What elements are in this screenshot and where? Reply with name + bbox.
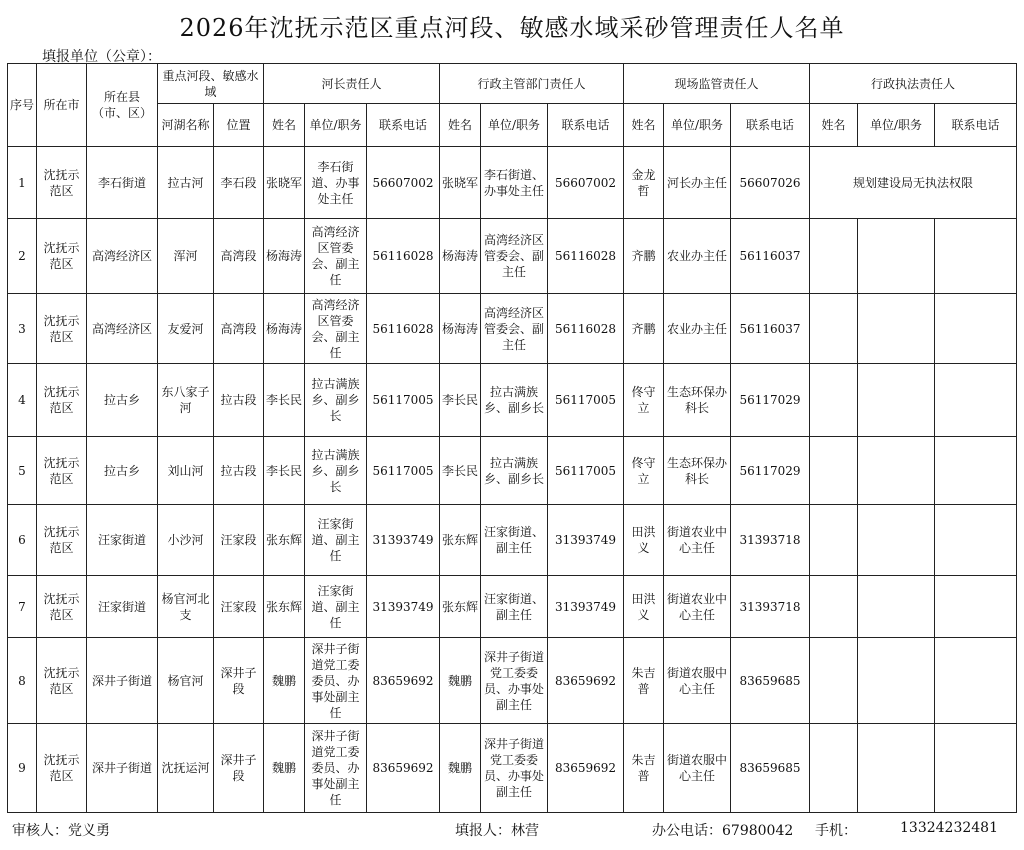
cell-site-name: 朱吉普 [624,724,664,813]
cell-admin-name: 魏鹏 [440,638,481,724]
cell-admin-phone: 56116028 [548,219,624,294]
cell-site-name: 佟守立 [624,364,664,437]
cell-enforcement-unit [858,505,935,576]
cell-site-name: 田洪义 [624,505,664,576]
cell-seq: 7 [8,576,37,638]
header-admin-unit: 单位/职务 [481,104,548,147]
header-seq: 序号 [8,64,37,147]
table-row [8,437,1017,505]
cell-position: 汪家段 [214,576,264,638]
cell-city: 沈抚示范区 [37,219,87,294]
header-position: 位置 [214,104,264,147]
cell-city: 沈抚示范区 [37,576,87,638]
cell-admin-name: 李长民 [440,364,481,437]
cell-site-unit: 街道农业中心主任 [664,505,731,576]
cell-river-name: 杨官河北支 [158,576,214,638]
cell-site-phone: 31393718 [731,505,810,576]
cell-admin-unit: 高湾经济区管委会、副主任 [481,219,548,294]
cell-enforcement-unit [858,437,935,505]
cell-site-phone: 83659685 [731,724,810,813]
header-chief-name: 姓名 [264,104,305,147]
cell-seq: 5 [8,437,37,505]
header-admin-name: 姓名 [440,104,481,147]
cell-river-name: 拉古河 [158,147,214,219]
cell-city: 沈抚示范区 [37,147,87,219]
header-group-chief: 河长责任人 [264,64,440,104]
cell-enforcement-phone [935,294,1017,364]
table-row [8,638,1017,724]
cell-enforcement-unit [858,364,935,437]
cell-admin-phone: 56117005 [548,437,624,505]
table-row [8,724,1017,813]
cell-admin-name: 魏鹏 [440,724,481,813]
cell-enforcement-phone [935,724,1017,813]
cell-chief-phone: 83659692 [367,724,440,813]
cell-site-phone: 56117029 [731,364,810,437]
header-city: 所在市 [37,64,87,147]
cell-admin-unit: 拉古满族乡、副乡长 [481,437,548,505]
cell-position: 高湾段 [214,294,264,364]
cell-chief-name: 张东辉 [264,505,305,576]
cell-city: 沈抚示范区 [37,638,87,724]
cell-admin-phone: 83659692 [548,724,624,813]
header-group-enforcement: 行政执法责任人 [810,64,1017,104]
cell-chief-unit: 汪家街道、副主任 [305,505,367,576]
cell-city: 沈抚示范区 [37,294,87,364]
cell-site-unit: 河长办主任 [664,147,731,219]
cell-chief-name: 杨海涛 [264,219,305,294]
cell-seq: 4 [8,364,37,437]
cell-site-unit: 街道农服中心主任 [664,638,731,724]
cell-admin-unit: 深井子街道党工委委员、办事处副主任 [481,724,548,813]
cell-seq: 1 [8,147,37,219]
table-row [8,364,1017,437]
cell-river-name: 浑河 [158,219,214,294]
cell-river-name: 东八家子河 [158,364,214,437]
cell-enforcement-name [810,219,858,294]
cell-enforcement-phone [935,364,1017,437]
cell-site-name: 田洪义 [624,576,664,638]
cell-site-phone: 56117029 [731,437,810,505]
cell-site-unit: 生态环保办科长 [664,364,731,437]
header-chief-unit: 单位/职务 [305,104,367,147]
cell-site-unit: 生态环保办科长 [664,437,731,505]
reporting-unit-label: 填报单位（公章）： [42,49,161,65]
cell-chief-phone: 31393749 [367,576,440,638]
cell-chief-phone: 56117005 [367,364,440,437]
cell-county: 高湾经济区 [87,294,158,364]
cell-chief-name: 杨海涛 [264,294,305,364]
cell-river-name: 沈抚运河 [158,724,214,813]
table-row [8,219,1017,294]
cell-chief-unit: 高湾经济区管委会、副主任 [305,294,367,364]
cell-enforcement-phone [935,505,1017,576]
table-row [8,576,1017,638]
cell-site-unit: 街道农业中心主任 [664,576,731,638]
cell-enforcement-phone [935,219,1017,294]
cell-position: 高湾段 [214,219,264,294]
cell-chief-name: 张东辉 [264,576,305,638]
cell-admin-phone: 31393749 [548,505,624,576]
cell-county: 汪家街道 [87,576,158,638]
header-site-phone: 联系电话 [731,104,810,147]
table-row [8,294,1017,364]
cell-admin-phone: 56116028 [548,294,624,364]
cell-river-name: 友爱河 [158,294,214,364]
cell-site-name: 金龙哲 [624,147,664,219]
table-row [8,505,1017,576]
cell-chief-name: 张晓军 [264,147,305,219]
cell-admin-phone: 56117005 [548,364,624,437]
header-county: 所在县（市、区） [87,64,158,147]
cell-seq: 2 [8,219,37,294]
header-enforcement-name: 姓名 [810,104,858,147]
cell-chief-unit: 汪家街道、副主任 [305,576,367,638]
cell-county: 高湾经济区 [87,219,158,294]
cell-site-unit: 农业办主任 [664,294,731,364]
cell-chief-unit: 深井子街道党工委委员、办事处副主任 [305,638,367,724]
cell-admin-name: 杨海涛 [440,294,481,364]
cell-chief-phone: 83659692 [367,638,440,724]
cell-position: 深井子段 [214,638,264,724]
cell-admin-phone: 83659692 [548,638,624,724]
cell-chief-unit: 拉古满族乡、副乡长 [305,364,367,437]
footer-office-phone: 办公电话：67980042 [652,823,794,839]
footer-mobile-number: 13324232481 [900,820,998,836]
cell-site-name: 齐鹏 [624,294,664,364]
cell-county: 深井子街道 [87,638,158,724]
header-key-section: 重点河段、敏感水域 [158,64,264,104]
cell-admin-unit: 深井子街道党工委委员、办事处副主任 [481,638,548,724]
cell-enforcement-name [810,294,858,364]
cell-river-name: 杨官河 [158,638,214,724]
cell-site-name: 佟守立 [624,437,664,505]
header-enforcement-unit: 单位/职务 [858,104,935,147]
cell-admin-unit: 汪家街道、副主任 [481,505,548,576]
cell-seq: 3 [8,294,37,364]
header-row-fields [8,104,1017,147]
cell-chief-unit: 深井子街道党工委委员、办事处副主任 [305,724,367,813]
table-row [8,147,1017,219]
header-admin-phone: 联系电话 [548,104,624,147]
cell-admin-phone: 56607002 [548,147,624,219]
cell-chief-unit: 李石街道、办事处主任 [305,147,367,219]
cell-chief-unit: 高湾经济区管委会、副主任 [305,219,367,294]
cell-chief-name: 魏鹏 [264,638,305,724]
cell-city: 沈抚示范区 [37,437,87,505]
cell-enforcement-phone [935,576,1017,638]
cell-chief-name: 李长民 [264,437,305,505]
header-chief-phone: 联系电话 [367,104,440,147]
cell-position: 汪家段 [214,505,264,576]
cell-enforcement-name [810,505,858,576]
cell-admin-unit: 高湾经济区管委会、副主任 [481,294,548,364]
cell-enforcement-name [810,724,858,813]
cell-admin-unit: 李石街道、办事处主任 [481,147,548,219]
header-row-groups [8,64,1017,104]
cell-county: 汪家街道 [87,505,158,576]
cell-chief-phone: 56116028 [367,294,440,364]
cell-river-name: 刘山河 [158,437,214,505]
header-site-unit: 单位/职务 [664,104,731,147]
cell-seq: 8 [8,638,37,724]
cell-site-unit: 农业办主任 [664,219,731,294]
cell-chief-phone: 56117005 [367,437,440,505]
cell-enforcement-unit [858,724,935,813]
cell-county: 深井子街道 [87,724,158,813]
cell-chief-phone: 56116028 [367,219,440,294]
cell-county: 拉古乡 [87,437,158,505]
cell-site-name: 齐鹏 [624,219,664,294]
footer-reviewer: 审核人：党义勇 [12,823,110,839]
cell-enforcement-unit [858,219,935,294]
cell-site-phone: 83659685 [731,638,810,724]
footer-mobile-label: 手机： [815,823,857,839]
cell-position: 李石段 [214,147,264,219]
cell-position: 拉古段 [214,437,264,505]
cell-river-name: 小沙河 [158,505,214,576]
cell-position: 拉古段 [214,364,264,437]
footer-filler: 填报人：林营 [455,823,539,839]
cell-site-phone: 56116037 [731,219,810,294]
cell-chief-unit: 拉古满族乡、副乡长 [305,437,367,505]
cell-chief-name: 李长民 [264,364,305,437]
header-river-name: 河湖名称 [158,104,214,147]
cell-site-phone: 56607026 [731,147,810,219]
cell-site-unit: 街道农服中心主任 [664,724,731,813]
cell-enforcement-name [810,364,858,437]
cell-enforcement-unit [858,638,935,724]
cell-enforcement-unit [858,294,935,364]
cell-enforcement-phone [935,437,1017,505]
cell-enforcement-name [810,576,858,638]
cell-admin-name: 张晓军 [440,147,481,219]
cell-admin-unit: 拉古满族乡、副乡长 [481,364,548,437]
cell-enforcement-name [810,437,858,505]
cell-chief-name: 魏鹏 [264,724,305,813]
cell-admin-phone: 31393749 [548,576,624,638]
header-site-name: 姓名 [624,104,664,147]
cell-site-phone: 56116037 [731,294,810,364]
header-group-admin: 行政主管部门责任人 [440,64,624,104]
cell-site-name: 朱吉普 [624,638,664,724]
cell-county: 拉古乡 [87,364,158,437]
header-group-site: 现场监管责任人 [624,64,810,104]
cell-enforcement-unit [858,576,935,638]
cell-enforcement-note: 规划建设局无执法权限 [810,147,1017,219]
cell-position: 深井子段 [214,724,264,813]
responsibility-table [7,63,1017,813]
cell-admin-name: 张东辉 [440,505,481,576]
cell-enforcement-phone [935,638,1017,724]
cell-enforcement-name [810,638,858,724]
cell-chief-phone: 31393749 [367,505,440,576]
cell-admin-name: 杨海涛 [440,219,481,294]
cell-chief-phone: 56607002 [367,147,440,219]
cell-city: 沈抚示范区 [37,724,87,813]
cell-admin-name: 张东辉 [440,576,481,638]
document-title: 2026年沈抚示范区重点河段、敏感水域采砂管理责任人名单 [179,14,845,42]
cell-site-phone: 31393718 [731,576,810,638]
cell-city: 沈抚示范区 [37,364,87,437]
cell-admin-unit: 汪家街道、副主任 [481,576,548,638]
cell-county: 李石街道 [87,147,158,219]
cell-seq: 9 [8,724,37,813]
header-enforcement-phone: 联系电话 [935,104,1017,147]
cell-seq: 6 [8,505,37,576]
cell-city: 沈抚示范区 [37,505,87,576]
cell-admin-name: 李长民 [440,437,481,505]
